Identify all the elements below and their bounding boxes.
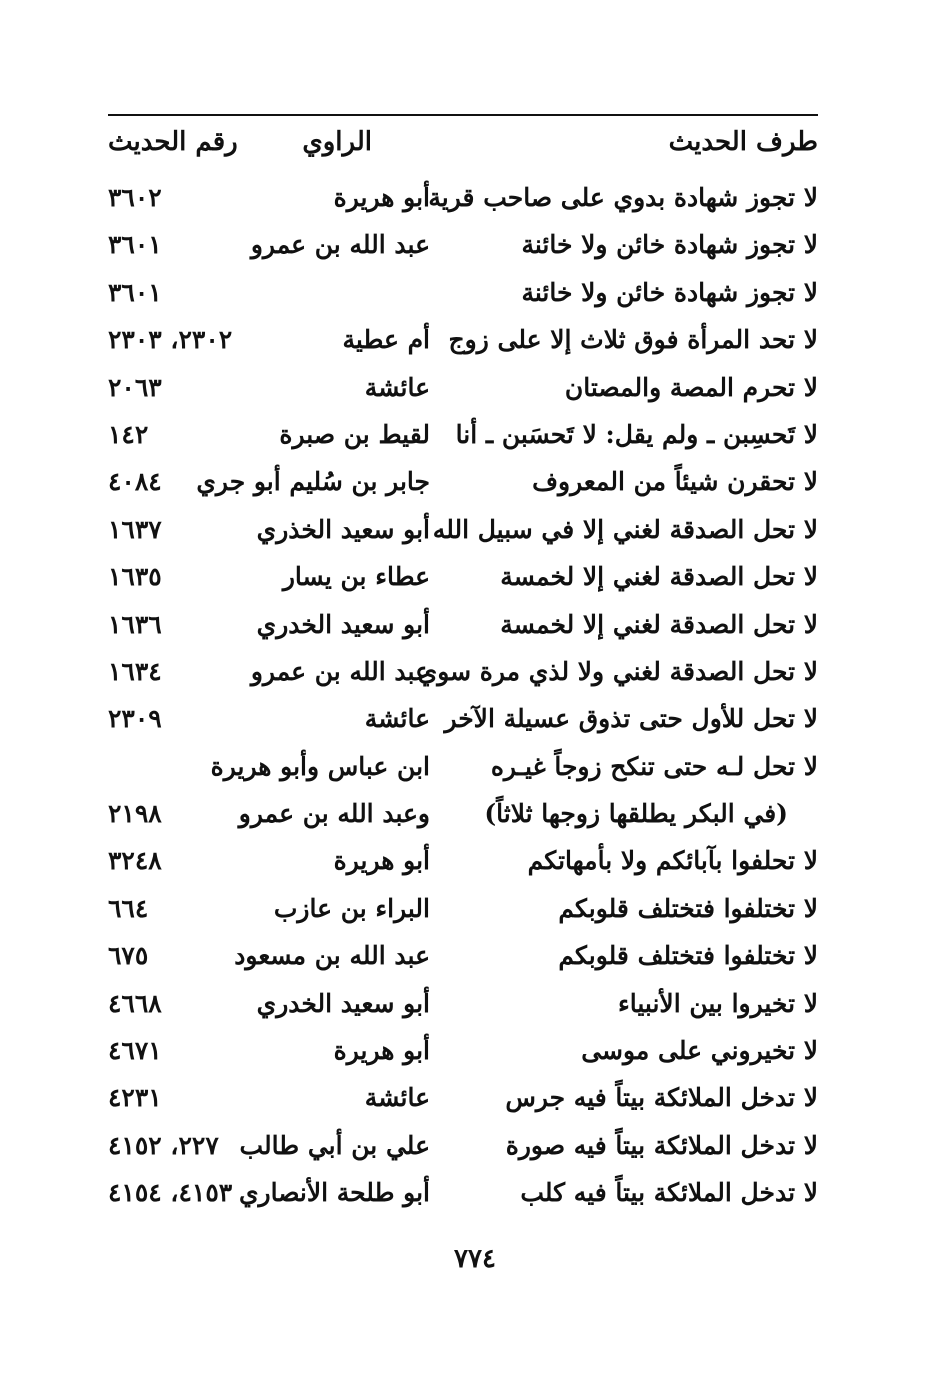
hadith-text: لا تجوز شهادة خائن ولا خائنة [521,277,818,307]
hadith-text: لا تجوز شهادة بدوي على صاحب قرية [428,183,818,212]
hadith-number: ٤١٥٣، ٤١٥٤ [108,1178,233,1208]
table-row [0,601,950,648]
hadith-number: ٣٦٠٢ [108,183,162,212]
hadith-number: ٦٧٥ [108,941,149,971]
hadith-text: لا تحل الصدقة لغني إلا لخمسة [500,609,818,639]
narrator-name: أبو هريرة [333,1036,430,1066]
table-row [0,980,950,1027]
hadith-number: ٣٢٤٨ [108,846,162,876]
table-row [0,458,950,505]
table-row [0,506,950,553]
hadith-text: لا تخيروا بين الأنبياء [618,988,818,1018]
hadith-text: لا تحل لـه حتى تنكح زوجاً غيـره [490,751,818,781]
hadith-number: ٢٢٧، ٤١٥٢ [108,1130,219,1160]
table-row [0,364,950,411]
hadith-number: ٤٦٧١ [108,1036,162,1066]
page-number: ٧٧٤ [454,1244,496,1274]
hadith-text: لا تَحسِبن ـ ولم يقل: لا تَحسَبن ـ أنا [455,419,818,449]
hadith-text: لا تجوز شهادة خائن ولا خائنة [521,230,818,260]
hadith-number: ١٦٣٤ [108,656,162,686]
hadith-number: ١٦٣٥ [108,562,162,592]
hadith-number: ٦٦٤ [108,893,149,923]
hadith-text: لا تحقرن شيئاً من المعروف [532,467,818,497]
hadith-text: لا تحرم المصة والمصتان [564,372,818,402]
narrator-name: البراء بن عازب [273,893,430,923]
narrator-name: جابر بن سُليم أبو جري [196,467,430,497]
hadith-number: ٤٦٦٨ [108,988,162,1018]
narrator-name: ابن عباس وأبو هريرة [210,751,430,781]
narrator-name: عائشة [364,1083,430,1113]
hadith-text: لا تحل للأول حتى تذوق عسيلة الآخر [444,704,818,734]
table-row [0,221,950,268]
hadith-text: لا تحلفوا بآبائكم ولا بأمهاتكم [527,846,818,876]
narrator-name: وعبد الله بن عمرو [238,799,430,829]
header-rule [108,114,818,116]
narrator-name: عبد الله بن مسعود [234,941,430,971]
narrator-name: لقيط بن صبرة [279,419,430,449]
hadith-text: لا تحل الصدقة لغني إلا لخمسة [500,562,818,592]
hadith-number: ٢١٩٨ [108,799,162,829]
narrator-name: أبو هريرة [333,846,430,876]
table-row [0,269,950,316]
hadith-number: ٢٠٦٣ [108,372,162,402]
hadith-text: لا تحد المرأة فوق ثلاث إلا على زوج [448,325,818,355]
header-narrator: الراوي [302,127,372,157]
header-number: رقم الحديث [108,127,238,157]
hadith-text: لا تختلفوا فتختلف قلوبكم [558,893,818,923]
table-row [0,932,950,979]
table-row [0,553,950,600]
narrator-name: عائشة [364,704,430,734]
index-table [0,174,950,1217]
hadith-number: ٤٠٨٤ [108,467,162,497]
narrator-name: علي بن أبي طالب [239,1130,430,1160]
narrator-name: عبد الله بن عمرو [250,656,430,686]
hadith-text: (في البكر يطلقها زوجها ثلاثاً) [484,799,788,829]
hadith-text: لا تدخل الملائكة بيتاً فيه صورة [505,1130,818,1160]
table-header [0,120,950,164]
narrator-name: أبو سعيد الخذري [256,514,430,544]
hadith-number: ٤٢٣١ [108,1083,162,1113]
table-row [0,1074,950,1121]
hadith-number: ٢٣٠٩ [108,704,162,734]
narrator-name: عائشة [364,372,430,402]
hadith-text: لا تدخل الملائكة بيتاً فيه جرس [505,1083,818,1113]
table-row [0,1027,950,1074]
table-row [0,1122,950,1169]
table-row [0,743,950,790]
table-row [0,885,950,932]
table-row [0,174,950,221]
hadith-number: ١٦٣٦ [108,609,162,639]
hadith-number: ٣٦٠١ [108,230,162,260]
hadith-text: لا تحل الصدقة لغني إلا في سبيل الله [432,514,818,544]
table-row [0,411,950,458]
table-row [0,695,950,742]
narrator-name: عطاء بن يسار [282,562,430,592]
hadith-text: لا تختلفوا فتختلف قلوبكم [558,941,818,971]
table-row [0,837,950,884]
hadith-number: ١٤٢ [108,419,149,449]
table-row [0,790,950,837]
hadith-number: ٣٦٠١ [108,277,162,307]
hadith-text: لا تخيروني على موسى [581,1036,818,1066]
narrator-name: عبد الله بن عمرو [250,230,430,260]
narrator-name: أبو سعيد الخدري [256,988,430,1018]
hadith-text: لا تدخل الملائكة بيتاً فيه كلب [520,1178,818,1208]
narrator-name: أم عطية [342,325,430,355]
narrator-name: أبو هريرة [333,183,430,212]
narrator-name: أبو طلحة الأنصاري [238,1178,430,1208]
header-hadith: طرف الحديث [668,127,818,157]
narrator-name: أبو سعيد الخدري [256,609,430,639]
table-row [0,316,950,363]
hadith-number: ١٦٣٧ [108,514,162,544]
hadith-text: لا تحل الصدقة لغني ولا لذي مرة سوي [417,656,818,686]
table-row [0,648,950,695]
table-row [0,1169,950,1216]
hadith-number: ٢٣٠٢، ٢٣٠٣ [108,325,233,355]
